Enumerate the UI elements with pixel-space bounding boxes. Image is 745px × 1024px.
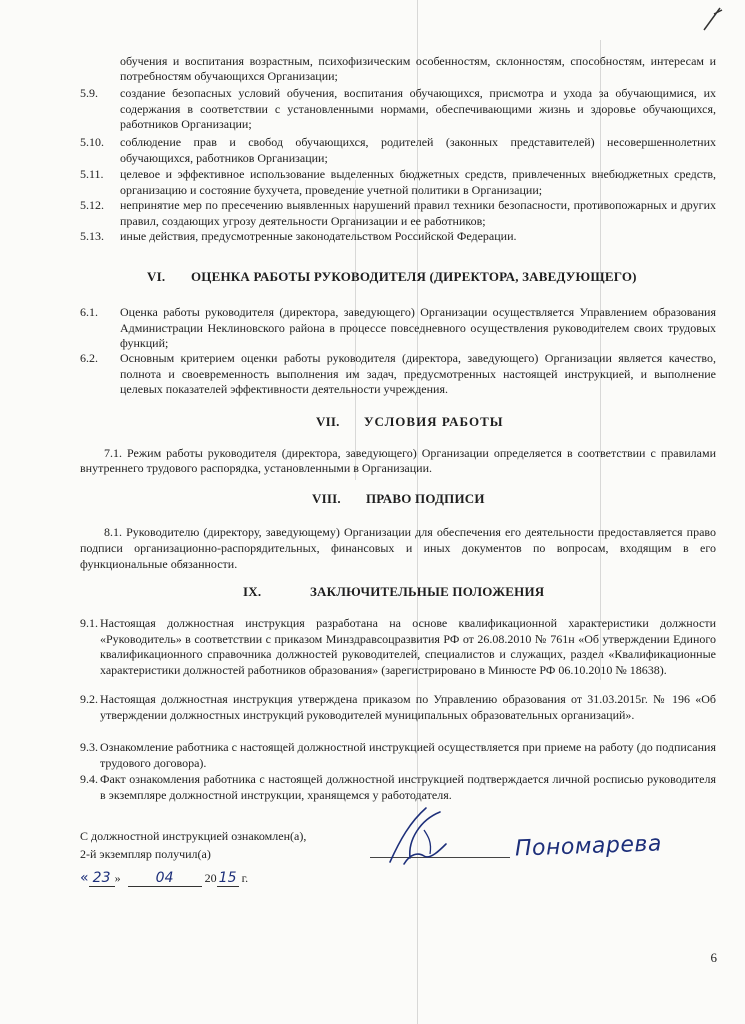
date-month: 04 bbox=[128, 870, 202, 887]
list-item bbox=[80, 351, 716, 399]
handwritten-signature bbox=[380, 800, 460, 880]
date-year-prefix: 20 bbox=[204, 871, 217, 885]
section-number: VII. bbox=[316, 414, 340, 429]
date-year-suffix: 15 bbox=[217, 870, 239, 887]
item-number: 5.9. bbox=[80, 86, 98, 100]
section-number: VIII. bbox=[312, 491, 341, 506]
list-item bbox=[80, 167, 716, 199]
item-text: непринятие мер по пресечению выявленных нарушений правил техники безопасности, противопожарных и других правил, создающих угрозу деятельности Организации и ее работников; bbox=[120, 198, 716, 228]
item-number: 6.2. bbox=[80, 351, 98, 365]
date-day: 23 bbox=[89, 870, 115, 887]
section-heading bbox=[312, 491, 532, 507]
section-title: ОЦЕНКА РАБОТЫ РУКОВОДИТЕЛЯ (ДИРЕКТОРА, ЗАВЕДУЮЩЕГО) bbox=[191, 269, 637, 284]
section-title: ПРАВО ПОДПИСИ bbox=[366, 491, 485, 506]
section-heading bbox=[243, 584, 623, 600]
continuation-text: обучения и воспитания возрастным, психофизическим особенностям, склонностям, способностям, интересам и потребностям обучающихся Организации; bbox=[120, 54, 716, 83]
item-number: 6.1. bbox=[80, 305, 98, 319]
list-item bbox=[80, 86, 716, 132]
item-number: 9.1. bbox=[80, 616, 98, 630]
item-text: Настоящая должностная инструкция разработана на основе квалификационной характеристики должности «Руководитель» в соответствии с приказом Минздравсоцразвития РФ от 26.08.2010 № 761н «Об утверждении Единого квалификационного справочника должностей руководителей, специалистов и служащих, раздел «Квалификационные характеристики должностей работников образования» (зарегистрировано в Минюсте РФ 06.10.2010 № 18638). bbox=[100, 616, 716, 677]
section-text: 8.1. Руководителю (директору, заведующему) Организации для обеспечения его деятельности предоставляется право подписи организационно-распорядительных, финансовых и иных документов по вопросам, входящим в его функциональные обязанности. bbox=[80, 525, 716, 571]
acknowledgement-line-1: С должностной инструкцией ознакомлен(а), bbox=[80, 829, 307, 843]
list-item bbox=[80, 305, 716, 353]
item-text: иные действия, предусмотренные законодательством Российской Федерации. bbox=[120, 229, 517, 243]
list-item bbox=[80, 135, 716, 167]
section-text: 7.1. Режим работы руководителя (директора, заведующего) Организации определяется в соответствии с правилами внутреннего трудового распорядка, установленными в Организации. bbox=[80, 446, 716, 475]
date-open-quote: « bbox=[80, 870, 89, 886]
list-item bbox=[80, 198, 716, 230]
section-heading bbox=[147, 269, 667, 285]
item-number: 9.2. bbox=[80, 692, 98, 706]
item-number: 5.10. bbox=[80, 135, 104, 149]
handwritten-name: Пономарева bbox=[514, 831, 663, 862]
list-item bbox=[80, 740, 716, 772]
item-text: целевое и эффективное использование выделенных бюджетных средств, привлеченных внебюджетных средств, организацию и состояние бухучета, проведение учетной политики в Организации; bbox=[120, 167, 716, 197]
item-number: 5.12. bbox=[80, 198, 104, 212]
list-item bbox=[80, 229, 716, 245]
section-heading bbox=[316, 414, 536, 430]
item-text: Оценка работы руководителя (директора, заведующего) Организации осуществляется Управлением образования Администрации Неклиновского района в процессе повседневного осуществления руководителем своих трудовых функций; bbox=[120, 305, 716, 350]
section-title: ЗАКЛЮЧИТЕЛЬНЫЕ ПОЛОЖЕНИЯ bbox=[310, 584, 545, 599]
item-text: Ознакомление работника с настоящей должностной инструкцией осуществляется при приеме на работу (до подписания трудового договора). bbox=[100, 740, 716, 770]
item-text: Основным критерием оценки работы руководителя (директора, заведующего) Организации является качество, полнота и своевременность выполнения им задач, предусмотренных настоящей инструкцией, и выполнение целевых показателей эффективности деятельности учреждения. bbox=[120, 351, 716, 396]
item-number: 9.4. bbox=[80, 772, 98, 786]
item-number: 5.11. bbox=[80, 167, 104, 181]
date-close-quote: » bbox=[114, 871, 121, 885]
item-number: 5.13. bbox=[80, 229, 104, 243]
acknowledgement-line-2: 2-й экземпляр получил(а) bbox=[80, 847, 211, 861]
section-number: IX. bbox=[243, 584, 262, 599]
item-text: Факт ознакомления работника с настоящей должностной инструкцией подтверждается личной росписью руководителя в экземпляре должностной инструкции, хранящемся у работодателя. bbox=[100, 772, 716, 802]
list-item bbox=[80, 616, 716, 694]
section-title: УСЛОВИЯ РАБОТЫ bbox=[364, 414, 504, 429]
item-text: соблюдение прав и свобод обучающихся, родителей (законных представителей) несовершеннолетних обучающихся, работников Организации; bbox=[120, 135, 716, 165]
list-item bbox=[80, 692, 716, 740]
page-number: 6 bbox=[710, 950, 717, 965]
item-number: 9.3. bbox=[80, 740, 98, 754]
corner-mark-icon bbox=[700, 4, 726, 32]
date-year-unit: г. bbox=[241, 871, 249, 885]
item-text: Настоящая должностная инструкция утверждена приказом по Управлению образования от 31.03.2015г. № 196 «Об утверждении должностных инструкций руководителей муниципальных образовательных организаций». bbox=[100, 692, 716, 722]
item-text: создание безопасных условий обучения, воспитания обучающихся, присмотра и ухода за обучающимися, их содержания в соответствии с установленными нормами, обеспечивающими жизнь и здоровье обучающихся, работников Организации; bbox=[120, 86, 716, 131]
section-number: VI. bbox=[147, 269, 166, 284]
signature-date bbox=[80, 870, 248, 887]
